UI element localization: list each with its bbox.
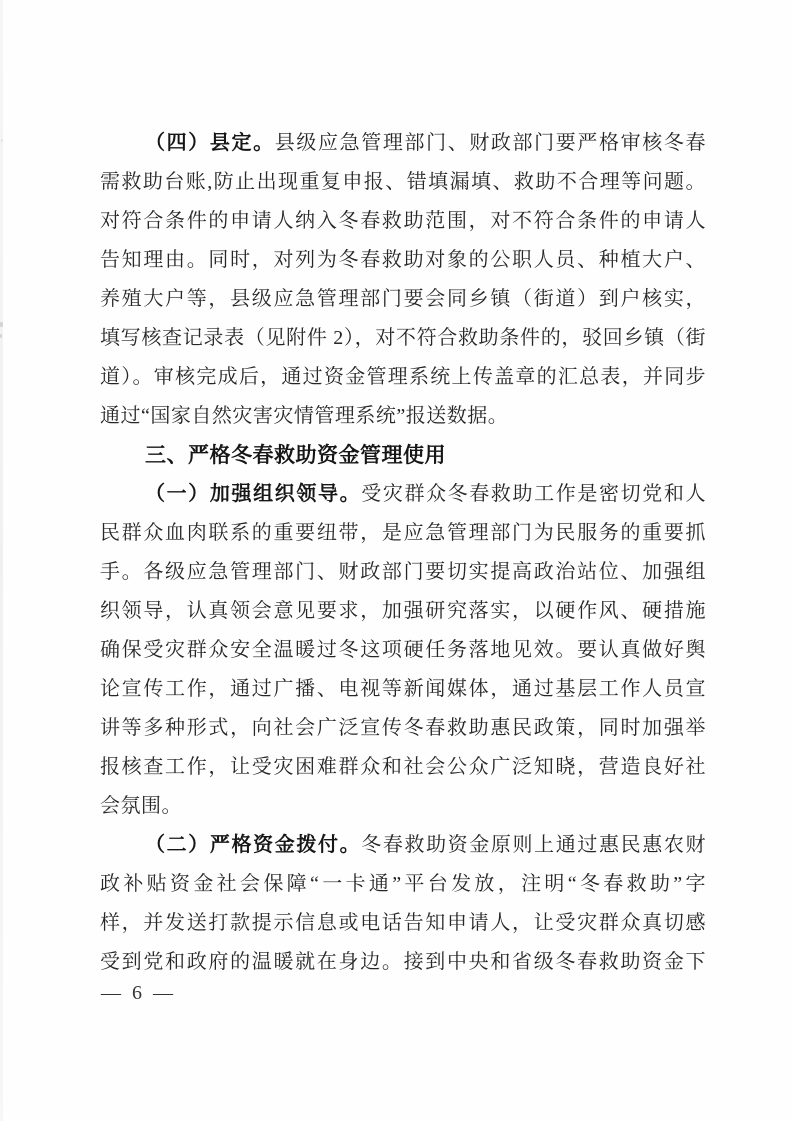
body-text: 县级应急管理部门、财政部门要严格审核冬春 (274, 132, 706, 154)
emphasis-text: （四）县定。 (145, 132, 275, 154)
page-number: — 6 — (101, 982, 176, 1004)
text-line (100, 748, 706, 787)
body-text: 受灾群众冬春救助工作是密切党和人 (361, 483, 706, 505)
body-text: 会氛围。 (100, 795, 182, 817)
text-line (100, 280, 706, 319)
body-text: 冬春救助资金原则上通过惠民惠农财 (361, 834, 706, 856)
text-line (100, 787, 706, 826)
text-line (100, 826, 706, 865)
text-line (100, 124, 706, 163)
document-lines (100, 124, 706, 982)
emphasis-text: （二）严格资金拨付。 (145, 834, 362, 856)
body-text: 通过“国家自然灾害灾情管理系统”报送数据。 (100, 405, 509, 427)
text-line (100, 631, 706, 670)
text-line (100, 163, 706, 202)
text-line (100, 241, 706, 280)
body-text: 养殖大户等，县级应急管理部门要会同乡镇（街道）到户核实， (100, 288, 706, 310)
body-text: 填写核查记录表（见附件 2），对不符合救助条件的，驳回乡镇（街 (100, 327, 706, 349)
body-text: 手。各级应急管理部门、财政部门要切实提高政治站位、加强组 (100, 561, 706, 583)
body-text: 样，并发送打款提示信息或电话告知申请人，让受灾群众真切感 (100, 912, 706, 934)
text-line (100, 904, 706, 943)
body-text: 道）。审核完成后，通过资金管理系统上传盖章的汇总表，并同步 (100, 366, 706, 388)
body-text: 论宣传工作，通过广播、电视等新闻媒体，通过基层工作人员宣 (100, 678, 706, 700)
text-line (100, 943, 706, 982)
body-text: 对符合条件的申请人纳入冬春救助范围，对不符合条件的申请人 (100, 210, 706, 232)
body-text: 报核查工作，让受灾困难群众和社会公众广泛知晓，营造良好社 (100, 756, 706, 778)
text-line (100, 709, 706, 748)
body-text: 讲等多种形式，向社会广泛宣传冬春救助惠民政策，同时加强举 (100, 717, 706, 739)
body-text: 告知理由。同时，对列为冬春救助对象的公职人员、种植大户、 (100, 249, 706, 271)
text-line (100, 670, 706, 709)
text-line (100, 475, 706, 514)
scan-artifact (0, 334, 2, 338)
body-text: 受到党和政府的温暖就在身边。接到中央和省级冬春救助资金下 (100, 951, 706, 973)
scan-artifact (0, 322, 3, 327)
body-text: 织领导，认真领会意见要求，加强研究落实，以硬作风、硬措施 (100, 600, 706, 622)
body-text: 需救助台账,防止出现重复申报、错填漏填、救助不合理等问题。 (100, 171, 706, 193)
text-line (100, 397, 706, 436)
text-line (100, 358, 706, 397)
emphasis-text: 三、严格冬春救助资金管理使用 (145, 444, 446, 467)
text-line (100, 514, 706, 553)
body-text: 民群众血肉联系的重要纽带，是应急管理部门为民服务的重要抓 (100, 522, 706, 544)
emphasis-text: （一）加强组织领导。 (145, 483, 362, 505)
section-heading (100, 436, 706, 475)
text-line (100, 865, 706, 904)
text-line (100, 592, 706, 631)
text-line (100, 553, 706, 592)
body-text: 政补贴资金社会保障“一卡通”平台发放，注明“冬春救助”字 (100, 873, 706, 895)
text-line (100, 319, 706, 358)
scan-artifact (1, 139, 3, 142)
scan-edge-shade (0, 0, 3, 1121)
text-line (100, 202, 706, 241)
body-text: 确保受灾群众安全温暖过冬这项硬任务落地见效。要认真做好舆 (100, 639, 706, 661)
